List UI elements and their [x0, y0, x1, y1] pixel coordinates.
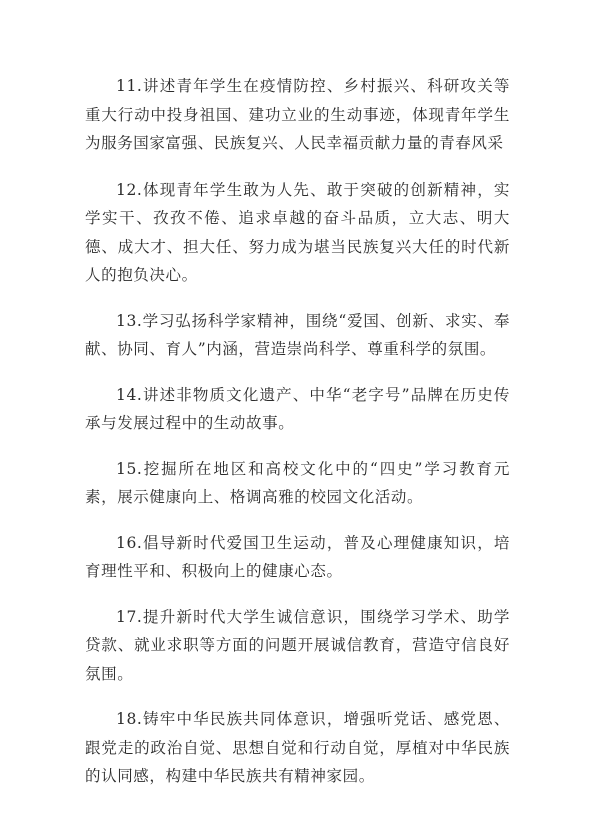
- paragraph-item-11: 11.讲述青年学生在疫情防控、乡村振兴、科研攻关等重大行动中投身祖国、建功立业的生动事迹，体现青年学生为服务国家富强、民族复兴、人民幸福贡献力量的青春风采: [85, 77, 510, 152]
- paragraph-item-18: 18.铸牢中华民族共同体意识，增强听党话、感党恩、跟党走的政治自觉、思想自觉和行动自觉，厚植对中华民族的认同感，构建中华民族共有精神家园。: [85, 710, 510, 785]
- paragraph-item-13: 13.学习弘扬科学家精神，围绕“爱国、创新、求实、奉献、协同、育人”内涵，营造崇尚科学、尊重科学的氛围。: [85, 311, 510, 358]
- paragraph-item-17: 17.提升新时代大学生诚信意识，围绕学习学术、助学贷款、就业求职等方面的问题开展诚信教育，营造守信良好氛围。: [85, 607, 510, 683]
- paragraph-item-14: 14.讲述非物质文化遗产、中华“老字号”品牌在历史传承与发展过程中的生动故事。: [85, 385, 510, 432]
- paragraph-item-12: 12.体现青年学生敢为人先、敢于突破的创新精神，实学实干、孜孜不倦、追求卓越的奋斗品质，立大志、明大德、成大才、担大任、努力成为堪当民族复兴大任的时代新人的抱负决心。: [85, 180, 510, 284]
- document-body: [85, 72, 510, 808]
- paragraph-item-15: 15.挖掘所在地区和高校文化中的“四史”学习教育元素，展示健康向上、格调高雅的校园文化活动。: [85, 459, 510, 506]
- paragraph-item-16: 16.倡导新时代爱国卫生运动，普及心理健康知识，培育理性平和、积极向上的健康心态。: [85, 533, 510, 580]
